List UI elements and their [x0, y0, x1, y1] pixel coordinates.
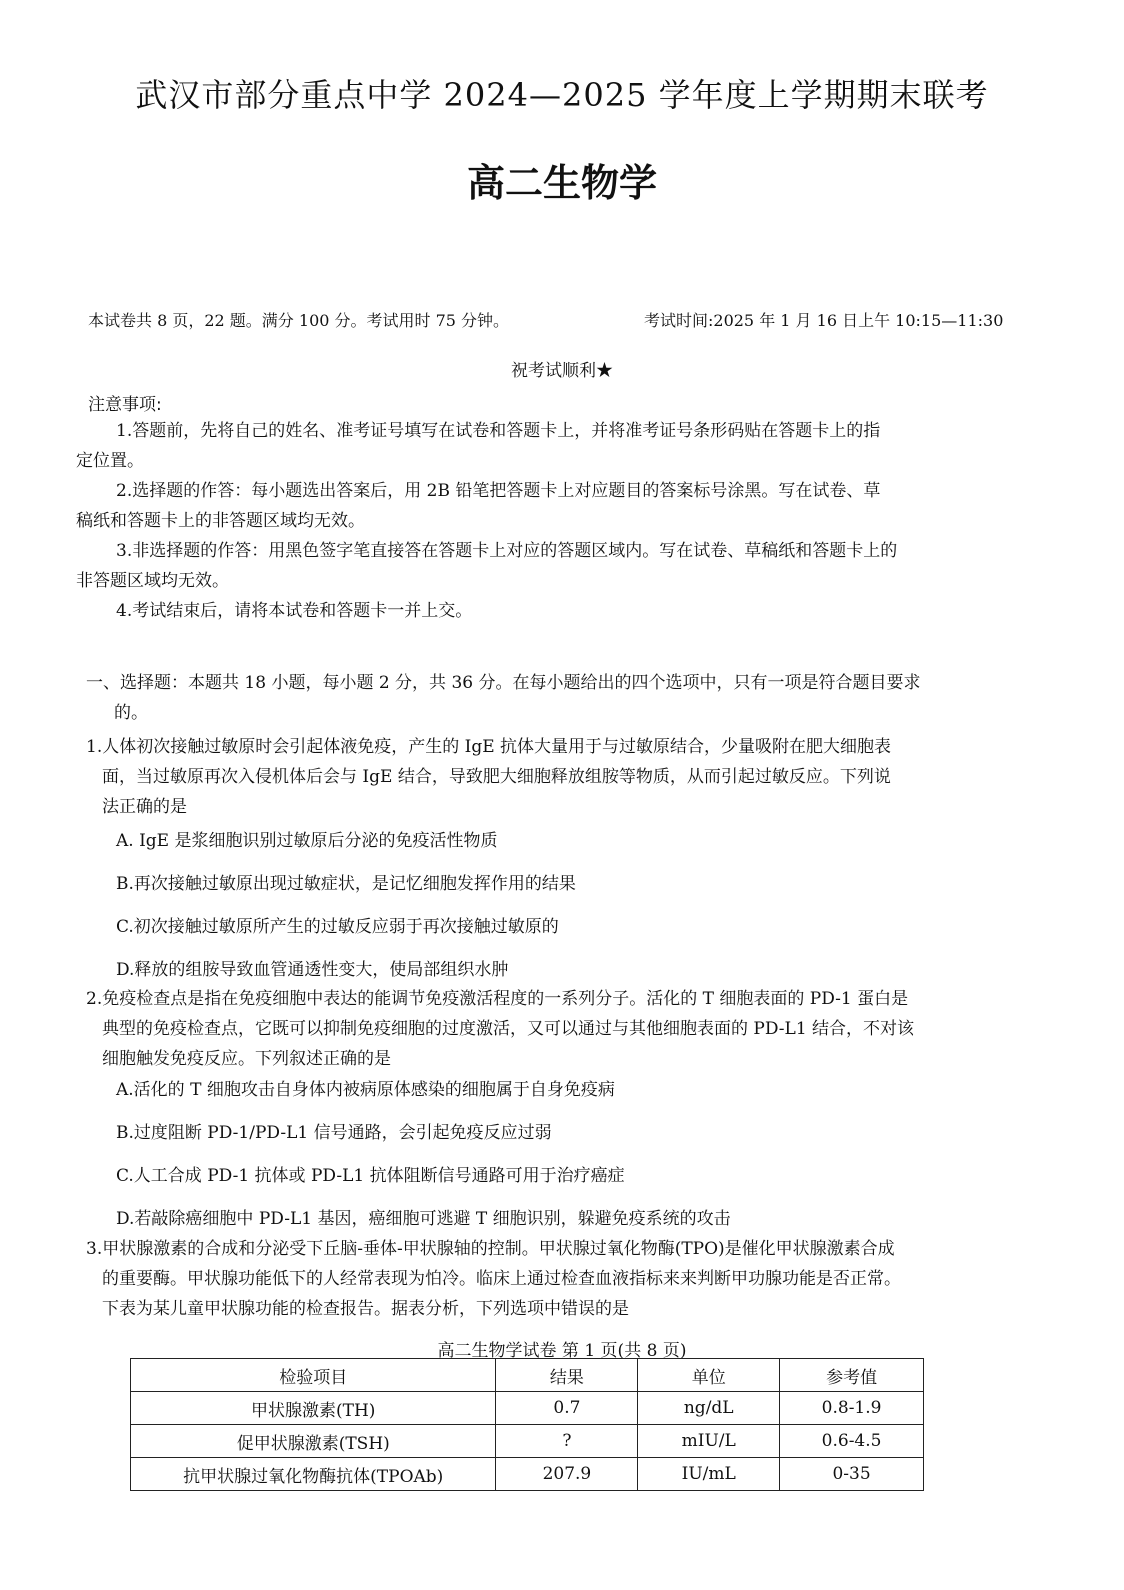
question-2-option-b: B.过度阻断 PD-1/PD-L1 信号通路，会引起免疫反应过弱	[116, 1123, 552, 1143]
page-footer: 高二生物学试卷 第 1 页(共 8 页)	[437, 1341, 687, 1361]
question-stem-line: 的重要酶。甲状腺功能低下的人经常表现为怕冷。临床上通过检查血液指标来来判断甲功腺功能是否正常。	[102, 1269, 901, 1289]
table-header-cell: 单位	[638, 1359, 780, 1392]
table-header-cell: 结果	[496, 1359, 638, 1392]
table-cell: 0.8-1.9	[780, 1392, 924, 1425]
question-2-option-c: C.人工合成 PD-1 抗体或 PD-L1 抗体阻断信号通路可用于治疗癌症	[116, 1166, 625, 1186]
section-heading	[86, 668, 921, 728]
question-1-option-b: B.再次接触过敏原出现过敏症状，是记忆细胞发挥作用的结果	[116, 874, 576, 894]
table-cell: 促甲状腺激素(TSH)	[131, 1425, 496, 1458]
table-cell: 甲状腺激素(TH)	[131, 1392, 496, 1425]
question-1-option-d: D.释放的组胺导致血管通透性变大，使局部组织水肿	[116, 960, 509, 980]
notice-line: 2.选择题的作答：每小题选出答案后，用 2B 铅笔把答题卡上对应题目的答案标号涂黑。写在试卷、草	[116, 481, 881, 501]
table-row	[131, 1425, 924, 1458]
thyroid-report-table	[130, 1358, 924, 1491]
question-1-option-a: A. IgE 是浆细胞识别过敏原后分泌的免疫活性物质	[116, 831, 498, 851]
notice-line: 4.考试结束后，请将本试卷和答题卡一并上交。	[116, 601, 473, 621]
question-2-option-d: D.若敲除癌细胞中 PD-L1 基因，癌细胞可逃避 T 细胞识别，躲避免疫系统的攻击	[116, 1209, 731, 1229]
exam-info: 本试卷共 8 页，22 题。满分 100 分。考试用时 75 分钟。	[88, 311, 510, 330]
question-stem-line: 法正确的是	[102, 797, 187, 817]
question-stem-line: 2.免疫检查点是指在免疫细胞中表达的能调节免疫激活程度的一系列分子。活化的 T 细胞表面的 PD-1 蛋白是	[86, 989, 909, 1009]
section-heading-line: 的。	[114, 703, 148, 723]
notice-line: 非答题区域均无效。	[76, 571, 229, 591]
table-cell: ?	[496, 1425, 638, 1458]
table-cell: IU/mL	[638, 1458, 780, 1491]
notice-line: 1.答题前，先将自己的姓名、准考证号填写在试卷和答题卡上，并将准考证号条形码贴在答题卡上的指	[116, 421, 881, 441]
table-cell: 0.6-4.5	[780, 1425, 924, 1458]
notice-line: 稿纸和答题卡上的非答题区域均无效。	[76, 511, 365, 531]
table-row	[131, 1392, 924, 1425]
question-1-option-c: C.初次接触过敏原所产生的过敏反应弱于再次接触过敏原的	[116, 917, 559, 937]
question-stem-line: 典型的免疫检查点，它既可以抑制免疫细胞的过度激活，又可以通过与其他细胞表面的 PD-L1 结合，不对该	[102, 1019, 915, 1039]
question-3-stem	[86, 1234, 901, 1324]
notice-heading: 注意事项:	[88, 395, 162, 415]
good-luck-text: 祝考试顺利★	[511, 361, 613, 381]
question-stem-line: 细胞触发免疫反应。下列叙述正确的是	[102, 1049, 391, 1069]
table-row	[131, 1458, 924, 1491]
question-stem-line: 3.甲状腺激素的合成和分泌受下丘脑-垂体-甲状腺轴的控制。甲状腺过氧化物酶(TPO)是催化甲状腺激素合成	[86, 1239, 895, 1259]
question-2-option-a: A.活化的 T 细胞攻击自身体内被病原体感染的细胞属于自身免疫病	[116, 1080, 615, 1100]
question-stem-line: 下表为某儿童甲状腺功能的检查报告。据表分析，下列选项中错误的是	[102, 1299, 629, 1319]
question-1-stem	[86, 732, 891, 822]
table-header-cell: 参考值	[780, 1359, 924, 1392]
question-2-stem	[86, 984, 914, 1074]
table-header-row	[131, 1359, 924, 1392]
table-cell: 抗甲状腺过氧化物酶抗体(TPOAb)	[131, 1458, 496, 1491]
notice-line: 3.非选择题的作答：用黑色签字笔直接答在答题卡上对应的答题区域内。写在试卷、草稿纸和答题卡上的	[116, 541, 898, 561]
exam-time: 考试时间:2025 年 1 月 16 日上午 10:15—11:30	[644, 311, 1004, 330]
subject-title: 高二生物学	[466, 161, 657, 205]
notice-list	[76, 416, 897, 626]
table-cell: ng/dL	[638, 1392, 780, 1425]
notice-line: 定位置。	[76, 451, 144, 471]
question-stem-line: 1.人体初次接触过敏原时会引起体液免疫，产生的 IgE 抗体大量用于与过敏原结合，少量吸附在肥大细胞表	[86, 737, 892, 757]
table-cell: mIU/L	[638, 1425, 780, 1458]
table-cell: 207.9	[496, 1458, 638, 1491]
section-heading-line: 一、选择题：本题共 18 小题，每小题 2 分，共 36 分。在每小题给出的四个选项中，只有一项是符合题目要求	[86, 673, 921, 693]
table-cell: 0-35	[780, 1458, 924, 1491]
question-stem-line: 面，当过敏原再次入侵机体后会与 IgE 结合，导致肥大细胞释放组胺等物质，从而引起过敏反应。下列说	[102, 767, 891, 787]
table-cell: 0.7	[496, 1392, 638, 1425]
exam-title: 武汉市部分重点中学 2024—2025 学年度上学期期末联考	[135, 76, 989, 114]
table-header-cell: 检验项目	[131, 1359, 496, 1392]
